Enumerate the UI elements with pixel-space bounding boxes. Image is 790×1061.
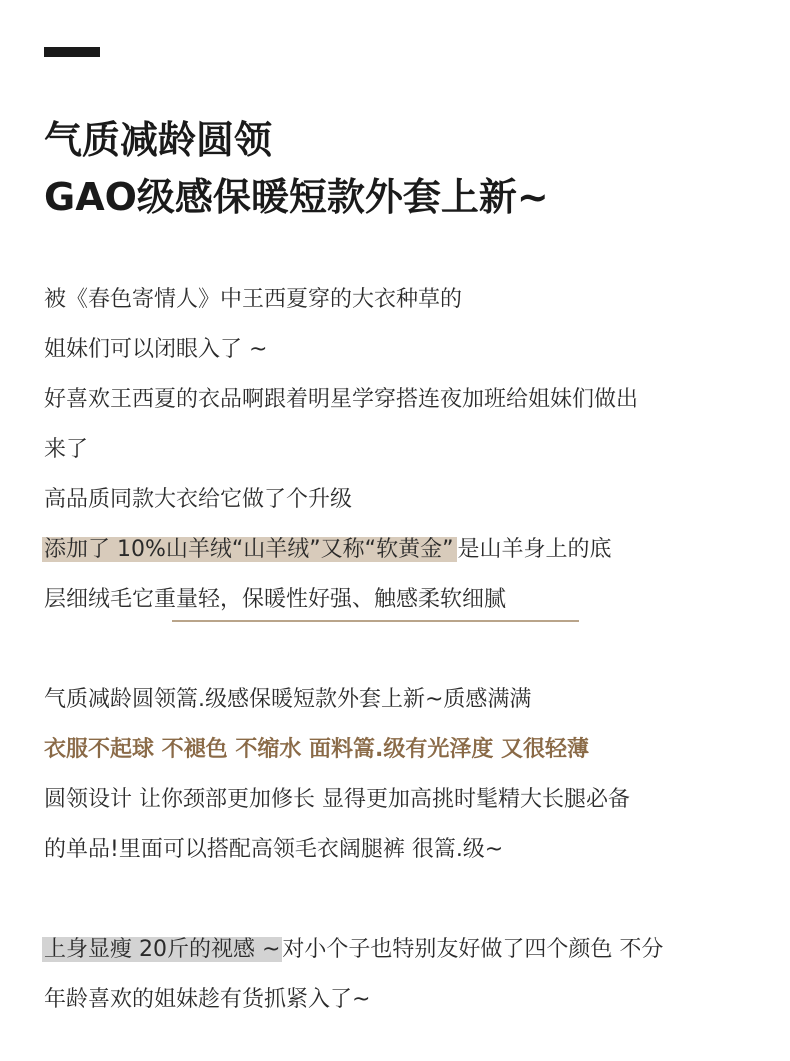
emphasis-underline: [172, 620, 579, 622]
para3-line-1-rest: 对小个子也特别友好做了四个颜色 不分: [282, 937, 664, 962]
para2-line-3: 圆领设计 让你颈部更加修长 显得更加高挑时髦精大长腿必备: [44, 787, 630, 812]
para1-line-4: 来了: [44, 437, 89, 462]
para1-line-3: 好喜欢王西夏的衣品啊跟着明星学穿搭连夜加班给姐妹们做出: [44, 387, 639, 412]
para3-line-1: [44, 934, 663, 966]
para2-line-2-emphasis: 衣服不起球 不褪色 不缩水 面料篙.级有光泽度 又很轻薄: [44, 737, 589, 762]
para1-line-6: [44, 534, 612, 566]
para1-line-1: 被《春色寄情人》中王西夏穿的大衣种草的: [44, 287, 463, 312]
para2-line-1: 气质减龄圆领篙.级感保暖短款外套上新~质感满满: [44, 687, 532, 712]
highlighted-phrase-cashmere: 添加了 10%山羊绒“山羊绒”又称“软黄金”: [42, 537, 457, 562]
headline-line-2: GAO级感保暖短款外套上新~: [44, 175, 549, 219]
para1-line-7: 层细绒毛它重量轻，保暖性好强、触感柔软细腻: [44, 587, 507, 612]
para1-line-5: 高品质同款大衣给它做了个升级: [44, 487, 353, 512]
headline-line-1: 气质减龄圆领: [44, 118, 273, 162]
para3-line-2: 年龄喜欢的姐妹趁有货抓紧入了~: [44, 987, 371, 1012]
para2-line-4: 的单品!里面可以搭配高领毛衣阔腿裤 很篙.级~: [44, 837, 504, 862]
para1-line-6-rest: 是山羊身上的底: [457, 537, 612, 562]
decorative-top-bar: [44, 47, 100, 57]
highlighted-phrase-slimming: 上身显瘦 20斤的视感 ~: [44, 937, 281, 962]
para1-line-2: 姐妹们可以闭眼入了 ~: [44, 337, 268, 362]
